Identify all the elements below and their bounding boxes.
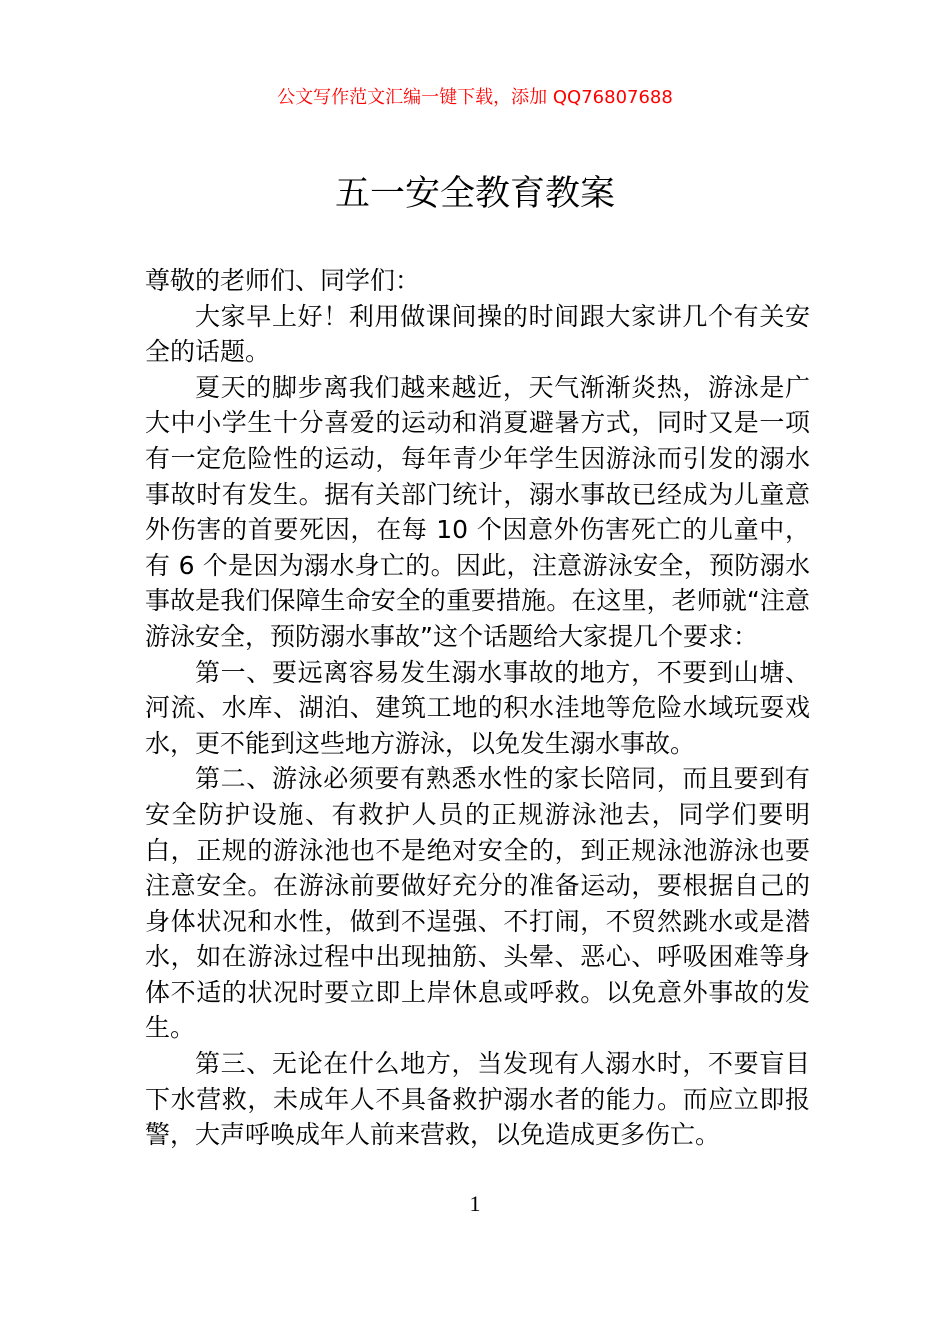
document-body [145, 263, 810, 1153]
paragraph-greeting: 大家早上好！利用做课间操的时间跟大家讲几个有关安全的话题。 [145, 301, 810, 367]
page-title: 五一安全教育教案 [334, 174, 615, 214]
header-note: 公文写作范文汇编一键下载，添加 QQ76807688 [277, 87, 673, 108]
paragraph-summer-swimming: 夏天的脚步离我们越来越近，天气渐渐炎热，游泳是广大中小学生十分喜爱的运动和消夏避暑方式，同时又是一项有一定危险性的运动，每年青少年学生因游泳而引发的溺水事故时有发生。据有关部门统计，溺水事故已经成为儿童意外伤害的首要死因，在每 10 个因意外伤害死亡的儿童中，有 6 个是因为溺水身亡的。因此，注意游泳安全，预防溺水事故是我们保障生命安全的重要措施。在这里，老师就“注意游泳安全，预防溺水事故”这个话题给大家提几个要求： [145, 372, 810, 651]
paragraph-requirement-2: 第二、游泳必须要有熟悉水性的家长陪同，而且要到有安全防护设施、有救护人员的正规游泳池去，同学们要明白，正规的游泳池也不是绝对安全的，到正规泳池游泳也要注意安全。在游泳前要做好充分的准备运动，要根据自己的身体状况和水性，做到不逞强、不打闹，不贸然跳水或是潜水，如在游泳过程中出现抽筋、头晕、恶心、呼吸困难等身体不适的状况时要立即上岸休息或呼救。以免意外事故的发生。 [145, 764, 810, 1043]
page-number: 1 [469, 1191, 481, 1216]
paragraph-requirement-1: 第一、要远离容易发生溺水事故的地方，不要到山塘、河流、水库、湖泊、建筑工地的积水洼地等危险水域玩耍戏水，更不能到这些地方游泳，以免发生溺水事故。 [145, 657, 810, 758]
paragraph-requirement-3: 第三、无论在什么地方，当发现有人溺水时，不要盲目下水营救，未成年人不具备救护溺水者的能力。而应立即报警，大声呼唤成年人前来营救，以免造成更多伤亡。 [145, 1049, 810, 1150]
salutation: 尊敬的老师们、同学们： [145, 266, 421, 295]
